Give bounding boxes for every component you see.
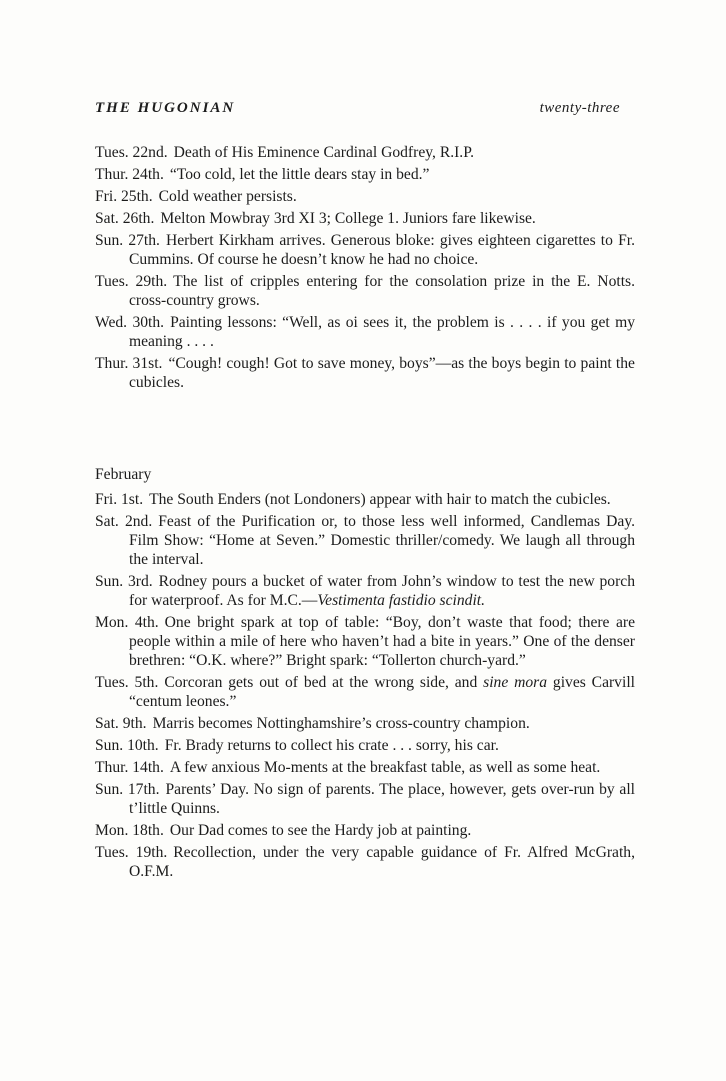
entry-date: Sat. 2nd. <box>95 513 153 530</box>
entry-text: The list of cripples entering for the consolation prize in the E. Notts. cross-country grows. <box>129 273 636 309</box>
entry-text: Fr. Brady returns to collect his crate . . . sorry, his car. <box>164 737 499 754</box>
entry-date: Sat. 9th. <box>95 715 147 732</box>
page-number: twenty-three <box>539 100 620 116</box>
diary-entry <box>95 843 635 881</box>
diary-entry <box>95 714 635 733</box>
entry-date: Sun. 3rd. <box>95 573 153 590</box>
entry-date: Sun. 17th. <box>95 781 160 798</box>
entry-text: Our Dad comes to see the Hardy job at painting. <box>169 822 472 839</box>
entry-text: Feast of the Purification or, to those less well informed, Candlemas Day. Film Show: “Home at Seven.” Domestic thriller/comedy. We laugh all through the interval. <box>129 513 636 568</box>
diary-entry <box>95 209 635 228</box>
diary-entry <box>95 143 635 162</box>
diary-entry <box>95 512 635 569</box>
diary-entry <box>95 758 635 777</box>
entry-date: Sat. 26th. <box>95 210 155 227</box>
entry-date: Tues. 5th. <box>95 674 159 691</box>
entry-date: Fri. 25th. <box>95 188 153 205</box>
diary-entry <box>95 613 635 670</box>
entry-date: Thur. 24th. <box>95 166 164 183</box>
entry-text: A few anxious Mo-ments at the breakfast table, as well as some heat. <box>169 759 601 776</box>
entry-date: Tues. 19th. <box>95 844 168 861</box>
diary-entry <box>95 231 635 269</box>
diary-entry <box>95 821 635 840</box>
february-entries <box>95 465 635 884</box>
entry-date: Mon. 18th. <box>95 822 164 839</box>
entry-date: Fri. 1st. <box>95 491 144 508</box>
entry-text: “Too cold, let the little dears stay in bed.” <box>169 166 430 183</box>
entry-date: Wed. 30th. <box>95 314 165 331</box>
diary-entry <box>95 736 635 755</box>
diary-entry <box>95 780 635 818</box>
entry-text: Cold weather persists. <box>158 188 297 205</box>
entry-text: gives Carvill “centum leones.” <box>129 674 635 710</box>
entry-text: Melton Mowbray 3rd XI 3; College 1. Juniors fare likewise. <box>160 210 536 227</box>
diary-entry <box>95 313 635 351</box>
entry-text: The South Enders (not Londoners) appear with hair to match the cubicles. <box>149 491 611 508</box>
diary-entry <box>95 490 635 509</box>
diary-entry <box>95 165 635 184</box>
diary-entry <box>95 673 635 711</box>
entry-date: Thur. 31st. <box>95 355 163 372</box>
january-entries <box>95 143 635 395</box>
diary-entry <box>95 354 635 392</box>
journal-title: THE HUGONIAN <box>95 100 236 116</box>
entry-text: Rodney pours a bucket of water from John’s window to test the new porch for waterproof. As for M.C.— <box>129 573 636 609</box>
running-head <box>95 100 620 122</box>
entry-date: Mon. 4th. <box>95 614 159 631</box>
diary-entry <box>95 187 635 206</box>
entry-date: Sun. 10th. <box>95 737 159 754</box>
entry-text: Recollection, under the very capable guidance of Fr. Alfred McGrath, O.F.M. <box>129 844 635 880</box>
entry-text: Death of His Eminence Cardinal Godfrey, R.I.P. <box>173 144 475 161</box>
entry-date: Sun. 27th. <box>95 232 160 249</box>
latin-phrase: Vestimenta fastidio scindit. <box>317 592 486 609</box>
entry-date: Tues. 29th. <box>95 273 168 290</box>
entry-text: Marris becomes Nottinghamshire’s cross-country champion. <box>152 715 530 732</box>
entry-text: Herbert Kirkham arrives. Generous bloke: gives eighteen cigarettes to Fr. Cummins. Of course he doesn’t know he had no choice. <box>129 232 636 268</box>
entry-date: Tues. 22nd. <box>95 144 168 161</box>
entry-text: One bright spark at top of table: “Boy, don’t waste that food; there are people within a mile of here who haven’t had a bite in years.” One of the denser brethren: “O.K. where?” Bright spark: “Tollerton church-yard.” <box>129 614 635 669</box>
diary-entry <box>95 272 635 310</box>
entry-text: Painting lessons: “Well, as oi sees it, the problem is . . . . if you get my meaning . . . . <box>129 314 635 350</box>
latin-phrase: sine mora <box>483 674 548 691</box>
entry-date: Thur. 14th. <box>95 759 164 776</box>
entry-text: “Cough! cough! Got to save money, boys”—as the boys begin to paint the cubicles. <box>129 355 635 391</box>
entry-text: Corcoran gets out of bed at the wrong side, and <box>164 674 484 691</box>
month-heading: February <box>95 466 152 483</box>
entry-text: Parents’ Day. No sign of parents. The place, however, gets over-run by all t’little Quinns. <box>129 781 635 817</box>
diary-entry <box>95 572 635 610</box>
